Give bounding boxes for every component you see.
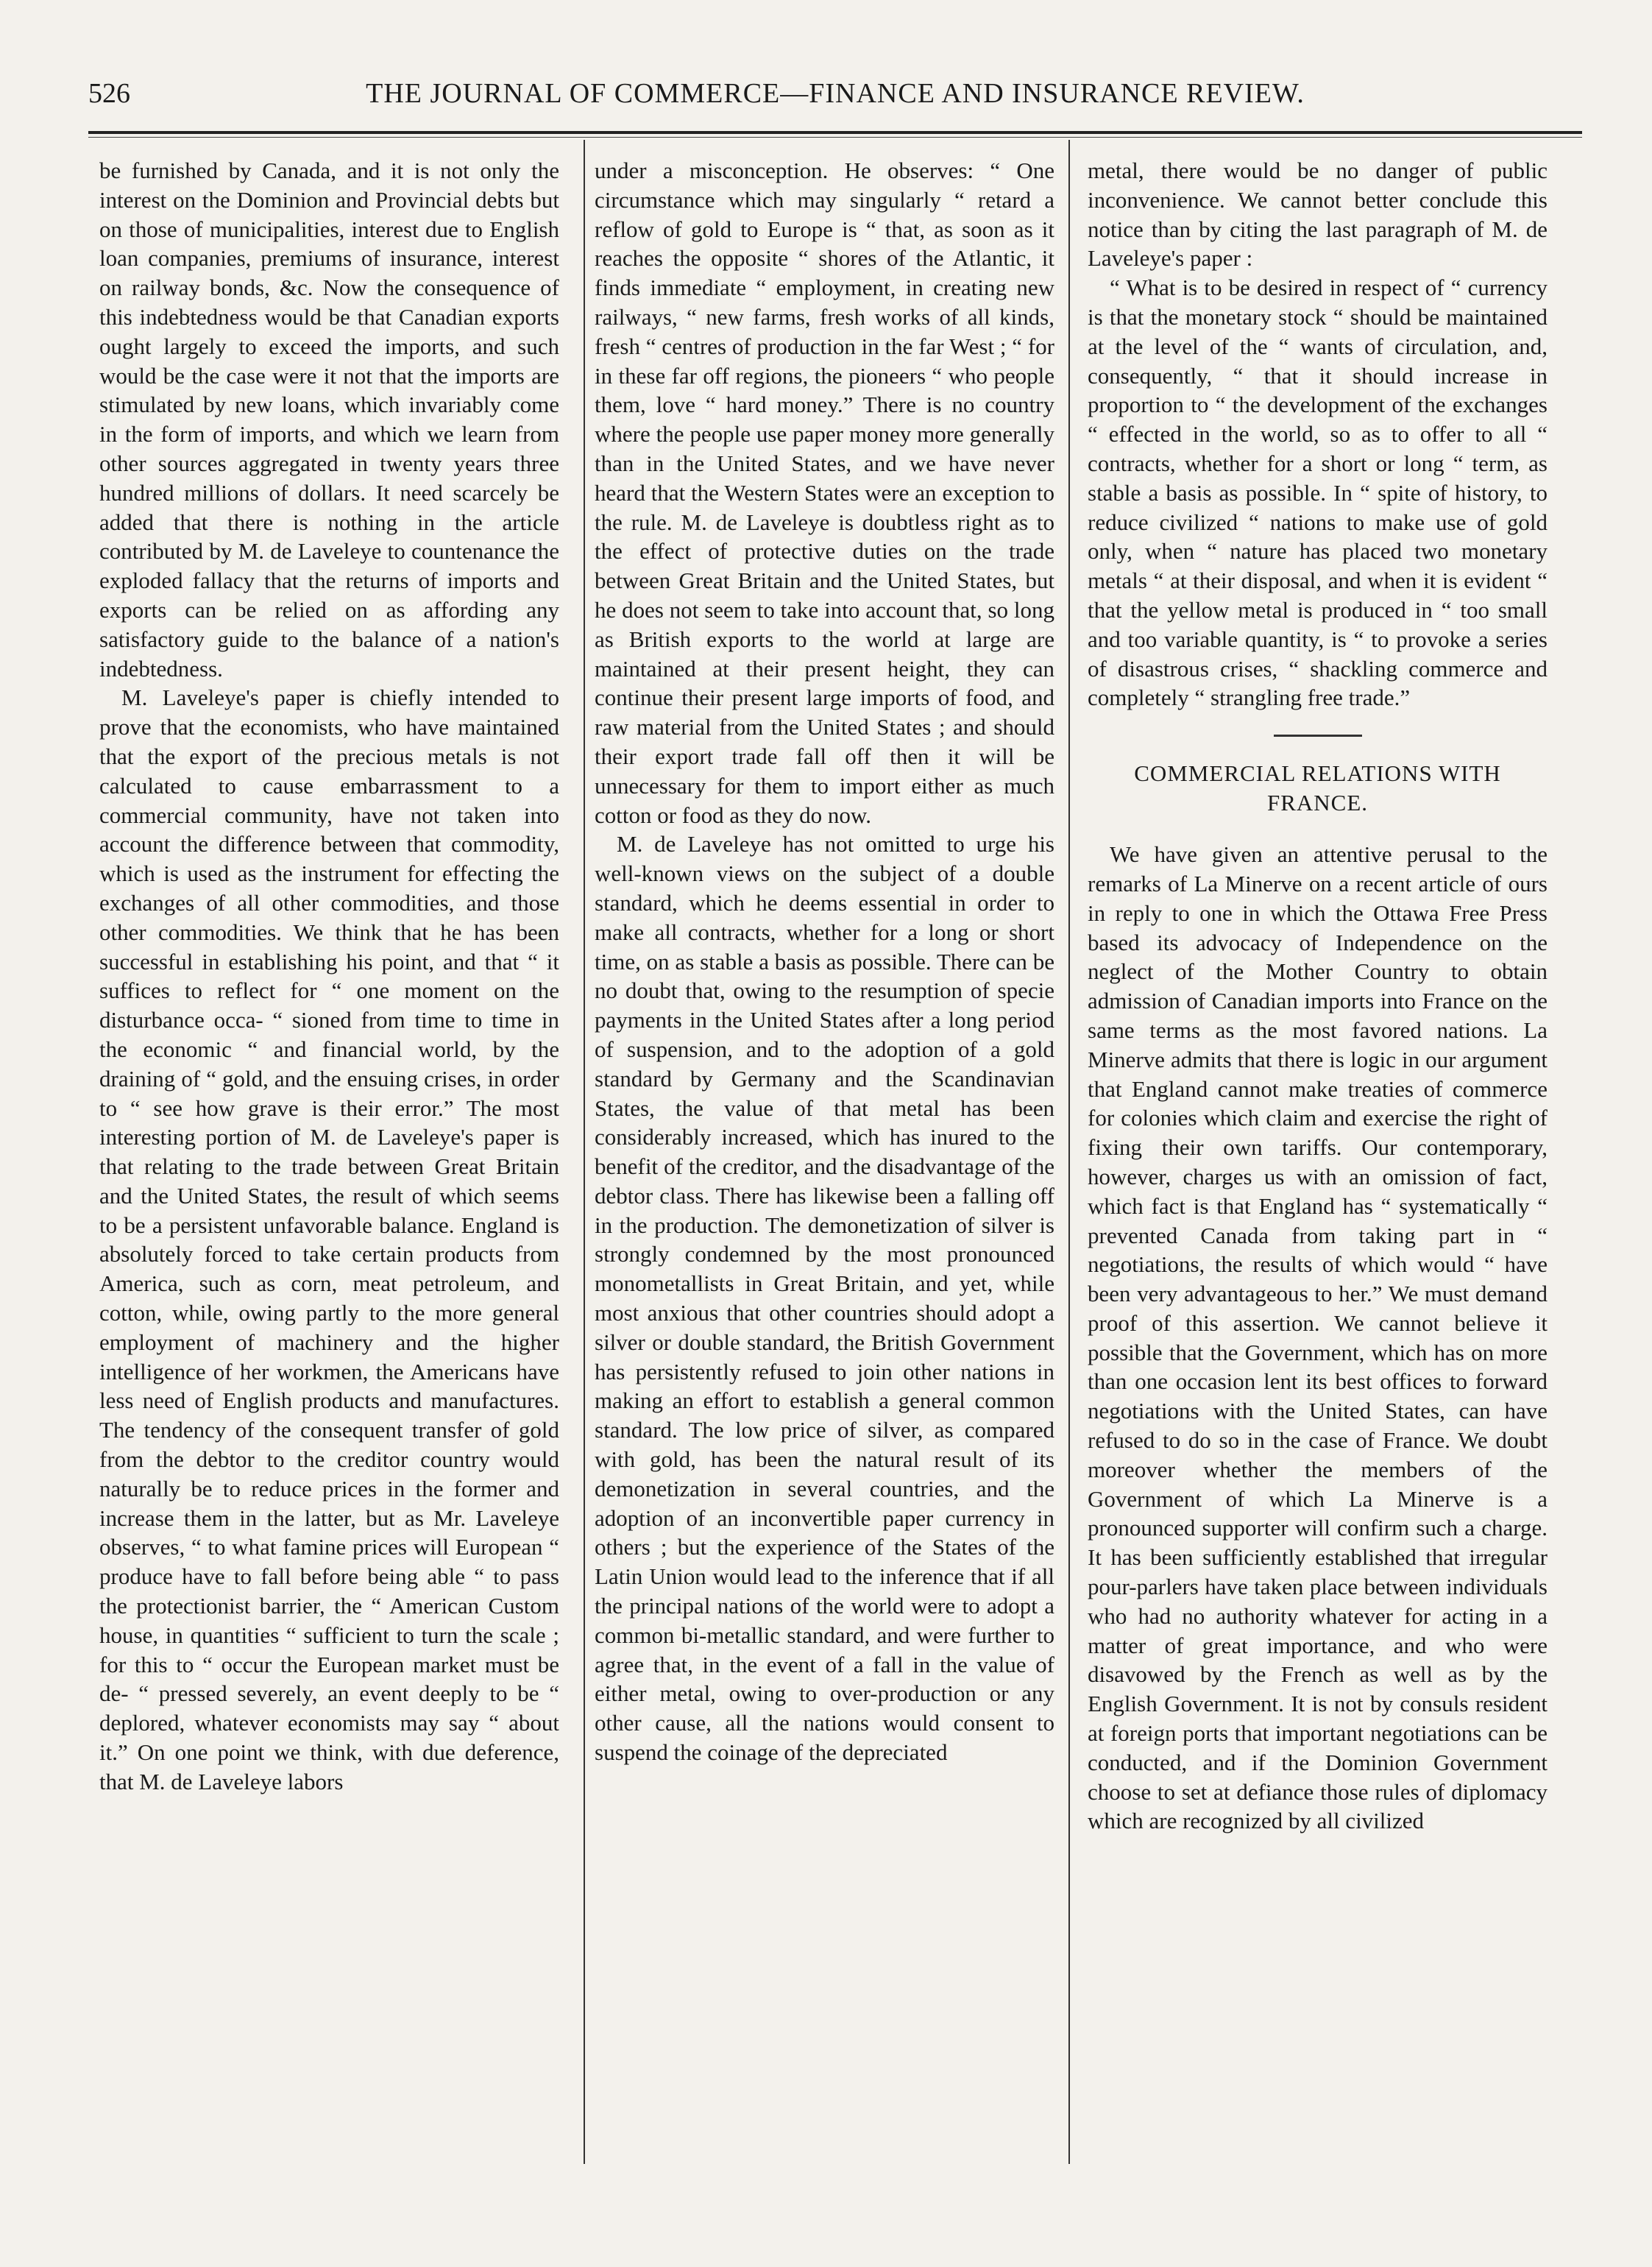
page-header: [88, 77, 1582, 121]
running-head: THE JOURNAL OF COMMERCE—FINANCE AND INSURANCE REVIEW.: [366, 78, 1305, 109]
section-divider: [1274, 735, 1362, 737]
section-heading: COMMERCIAL RELATIONS WITH FRANCE.: [1134, 760, 1501, 816]
col3-paragraph-3: We have given an attentive perusal to the remarks of La Minerve on a recent article of ours in reply to one in which the Ottawa Free Press based its advocacy of Independence on the neglect of the Mother Country to obtain admission of Canadian imports into France on the same terms as the most favored nations. La Minerve admits that there is logic in our argument that England cannot make treaties of commerce for colonies which claim and exercise the right of fixing their own tariffs. Our contemporary, however, charges us with an omission of fact, which fact is that England has “ systematically “ prevented Canada from taking part in “ negotiations, the results of which would “ have been very advantageous to her.” We must demand proof of this assertion. We cannot believe it possible that the Government, which has on more than one occasion lent its best offices to forward negotiations with the United States, can have refused to do so in the case of France. We doubt moreover whether the members of the Government of which La Minerve is a pronounced supporter will confirm such a charge. It has been sufficiently established that irregular pour-parlers have taken place between individuals who had no authority whatever for acting in a matter of great importance, and who were disavowed by the French as well as by the English Government. It is not by consuls resident at foreign ports that important negotiations can be conducted, and if the Dominion Government choose to set at defiance those rules of diplomacy which are recognized by all civilized: [1088, 841, 1548, 1834]
col2-paragraph-1: under a misconception. He observes: “ One circumstance which may singularly “ retard a reflow of gold to Europe is “ that, as soon as it reaches the opposite “ shores of the Atlantic, it finds immediate “ employment, in creating new railways, “ new farms, fresh works of all kinds, fresh “ centres of production in the far West ; “ for in these far off regions, the pioneers “ who people them, love “ hard money.” There is no country where the people use paper money more generally than in the United States, and we have never heard that the Western States were an exception to the rule. M. de Laveleye is doubtless right as to the effect of protective duties on the trade between Great Britain and the United States, but he does not seem to take into account that, so long as British exports to the world at large are maintained at their present height, they can continue their present large imports of food, and raw material from the United States ; and should their export trade fall off then it will be unnecessary for them to import either as much cotton or food as they do now.: [595, 158, 1054, 828]
column-divider-right: [1068, 140, 1070, 2164]
header-rule-thin: [88, 137, 1582, 138]
col3-quote: “ What is to be desired in respect of “ currency is that the monetary stock “ should be maintained at the level of the “ wants of circulation, and, consequently, “ that it should increase in proportion to “ the development of the exchanges “ effected in the world, so as to offer to all “ contracts, whether for a short or long “ term, as stable a basis as possible. In “ spite of history, to reduce civilized “ nations to make use of gold only, when “ nature has placed two monetary metals “ at their disposal, and when it is evident “ that the yellow metal is produced in “ too small and too variable quantity, is “ to provoke a series of disastrous crises, “ shackling commerce and completely “ strangling free trade.”: [1088, 275, 1548, 711]
column-1: [99, 156, 559, 1797]
col1-paragraph-1: be furnished by Canada, and it is not only the interest on the Dominion and Provincial debts but on those of municipalities, interest due to English loan companies, premiums of insurance, interest on railway bonds, &c. Now the consequence of this indebtedness would be that Canadian exports ought largely to exceed the imports, and such would be the case were it not that the imports are stimulated by new loans, which invariably come in the form of imports, and which we learn from other sources aggregated in twenty years three hundred millions of dollars. It need scarcely be added that there is nothing in the article contributed by M. de Laveleye to countenance the exploded fallacy that the returns of imports and exports can be relied on as affording any satisfactory guide to the balance of a nation's indebtedness.: [99, 158, 559, 682]
header-rule: [88, 131, 1582, 134]
col2-paragraph-2: M. de Laveleye has not omitted to urge his well-known views on the subject of a double standard, which he deems essential in order to make all contracts, whether for a long or short time, on as stable a basis as possible. There can be no doubt that, owing to the resumption of specie payments in the United States after a long period of suspension, and to the adoption of a gold standard by Germany and the Scandinavian States, the value of that metal has been considerably increased, which has inured to the benefit of the creditor, and the disadvantage of the debtor class. There has likewise been a falling off in the production. The demonetization of silver is strongly condemned by the most pronounced monometallists in Great Britain, and yet, while most anxious that other countries should adopt a silver or double standard, the British Government has persistently refused to join other nations in making an effort to establish a general common standard. The low price of silver, as compared with gold, has been the natural result of its demonetization in several countries, and the adoption of an inconvertible paper currency in others ; but the experience of the States of the Latin Union would lead to the inference that if all the principal nations of the world were to adopt a common bi-metallic standard, and were further to agree that, in the event of a fall in the value of either metal, owing to over-production or any other cause, all the nations would consent to suspend the coinage of the depreciated: [595, 831, 1054, 1766]
column-3: [1088, 156, 1548, 1836]
column-2: [595, 156, 1054, 1767]
col1-paragraph-2: M. Laveleye's paper is chiefly intended to prove that the economists, who have maintained that the export of the precious metals is not calculated to cause embarrassment to a commercial community, have not taken into account the difference between that commodity, which is used as the instrument for effecting the exchanges of all other commodities, and those other commodities. We think that he has been successful in establishing his point, and that “ it suffices to reflect for “ one moment on the disturbance occa- “ sioned from time to time in the economic “ and financial world, by the draining of “ gold, and the ensuing crises, in order to “ see how grave is their error.” The most interesting portion of M. de Laveleye's paper is that relating to the trade between Great Britain and the United States, the result of which seems to be a persistent unfavorable balance. England is absolutely forced to take certain products from America, such as corn, meat petroleum, and cotton, while, owing partly to the more general employment of machinery and the higher intelligence of her workmen, the Americans have less need of English products and manufactures. The tendency of the consequent transfer of gold from the debtor to the creditor country would naturally be to reduce prices in the former and increase them in the latter, but as Mr. Laveleye observes, “ to what famine prices will European “ produce have to fall before being able “ to pass the protectionist barrier, the “ American Custom house, in quantities “ sufficient to turn the scale ; for this to “ occur the European market must be de- “ pressed severely, an event deeply to be “ deplored, whatever economists may say “ about it.” On one point we think, with due deference, that M. de Laveleye labors: [99, 685, 559, 1794]
column-divider-left: [584, 140, 585, 2164]
page-number: 526: [88, 78, 130, 109]
col3-paragraph-1: metal, there would be no danger of public inconvenience. We cannot better conclude this notice than by citing the last paragraph of M. de Laveleye's paper :: [1088, 158, 1548, 272]
